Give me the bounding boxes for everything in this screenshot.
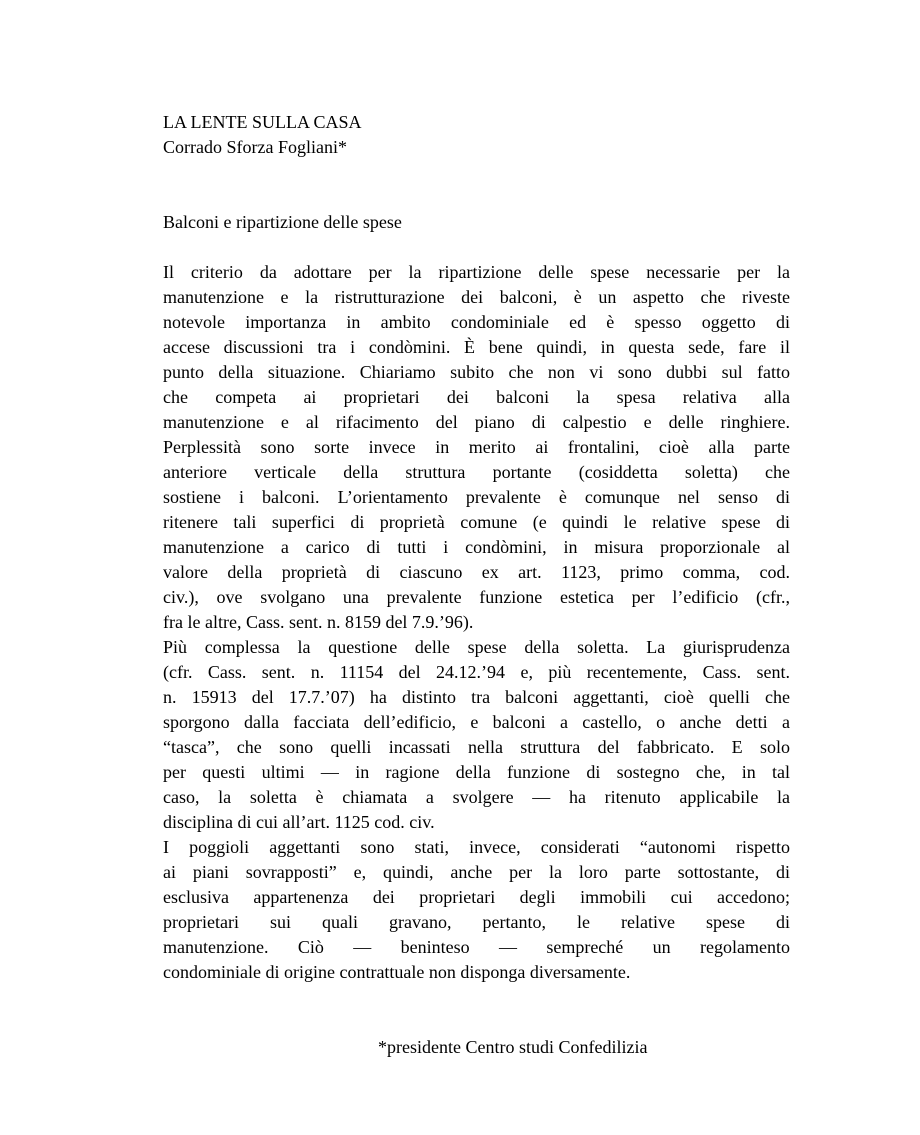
text-line: anteriore verticale della struttura portante (cosiddetta soletta) che — [163, 462, 790, 482]
text-line: ai piani sovrapposti” e, quindi, anche per la loro parte sottostante, di — [163, 862, 790, 882]
text-line: manutenzione e la ristrutturazione dei balconi, è un aspetto che riveste — [163, 287, 790, 307]
paragraph — [163, 260, 790, 635]
document-title: LA LENTE SULLA CASA — [163, 112, 362, 132]
text-line: fra le altre, Cass. sent. n. 8159 del 7.9.’96). — [163, 612, 474, 632]
text-line: caso, la soletta è chiamata a svolgere — ha ritenuto applicabile la — [163, 787, 790, 807]
document-content — [163, 110, 790, 1060]
text-line: notevole importanza in ambito condominiale ed è spesso oggetto di — [163, 312, 790, 332]
text-line: (cfr. Cass. sent. n. 11154 del 24.12.’94 e, più recentemente, Cass. sent. — [163, 662, 790, 682]
text-line: sostiene i balconi. L’orientamento prevalente è comunque nel senso di — [163, 487, 790, 507]
text-line: manutenzione a carico di tutti i condòmini, in misura proporzionale al — [163, 537, 790, 557]
text-line: sporgono dalla facciata dell’edificio, e balconi a castello, o anche detti a — [163, 712, 790, 732]
text-line: Il criterio da adottare per la ripartizione delle spese necessarie per la — [163, 262, 790, 282]
text-line: “tasca”, che sono quelli incassati nella struttura del fabbricato. E solo — [163, 737, 790, 757]
text-line: manutenzione e al rifacimento del piano di calpestio e delle ringhiere. — [163, 412, 790, 432]
text-line: che competa ai proprietari dei balconi la spesa relativa alla — [163, 387, 790, 407]
text-line: condominiale di origine contrattuale non disponga diversamente. — [163, 962, 631, 982]
text-line: accese discussioni tra i condòmini. È bene quindi, in questa sede, fare il — [163, 337, 790, 357]
text-line: ritenere tali superfici di proprietà comune (e quindi le relative spese di — [163, 512, 790, 532]
paragraph — [163, 635, 790, 835]
article-heading: Balconi e ripartizione delle spese — [163, 212, 402, 232]
text-line: proprietari sui quali gravano, pertanto, le relative spese di — [163, 912, 790, 932]
text-line: valore della proprietà di ciascuno ex art. 1123, primo comma, cod. — [163, 562, 790, 582]
author-footnote: *presidente Centro studi Confedilizia — [378, 1037, 648, 1057]
text-line: punto della situazione. Chiariamo subito che non vi sono dubbi sul fatto — [163, 362, 790, 382]
text-line: Più complessa la questione delle spese della soletta. La giurisprudenza — [163, 637, 790, 657]
text-line: civ.), ove svolgano una prevalente funzione estetica per l’edificio (cfr., — [163, 587, 790, 607]
article-body — [163, 260, 790, 985]
text-line: manutenzione. Ciò — beninteso — sempreché un regolamento — [163, 937, 790, 957]
document-author: Corrado Sforza Fogliani* — [163, 137, 347, 157]
text-line: n. 15913 del 17.7.’07) ha distinto tra balconi aggettanti, cioè quelli che — [163, 687, 790, 707]
paragraph — [163, 835, 790, 985]
text-line: disciplina di cui all’art. 1125 cod. civ. — [163, 812, 435, 832]
text-line: per questi ultimi — in ragione della funzione di sostegno che, in tal — [163, 762, 790, 782]
text-line: esclusiva appartenenza dei proprietari degli immobili cui accedono; — [163, 887, 790, 907]
text-line: I poggioli aggettanti sono stati, invece, considerati “autonomi rispetto — [163, 837, 790, 857]
text-line: Perplessità sono sorte invece in merito ai frontalini, cioè alla parte — [163, 437, 790, 457]
